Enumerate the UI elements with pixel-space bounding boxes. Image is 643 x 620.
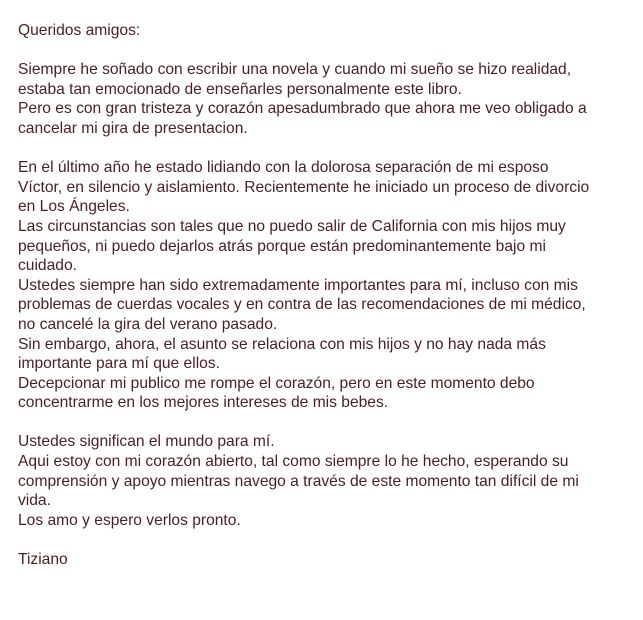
letter-line: en Los Ángeles. <box>18 198 130 216</box>
letter-line: pequeños, ni puedo dejarlos atrás porque están predominantemente bajo mi <box>18 237 546 255</box>
letter-line: cuidado. <box>18 257 77 275</box>
letter-line: concentrarme en los mejores intereses de mis bebes. <box>18 394 389 412</box>
letter-greeting: Queridos amigos: <box>18 22 141 39</box>
letter-line: En el último año he estado lidiando con la dolorosa separación de mi esposo <box>18 159 549 177</box>
letter-line: Ustedes significan el mundo para mí. <box>18 433 275 451</box>
letter-line: cancelar mi gira de presentacion. <box>18 119 248 137</box>
paragraph-2 <box>18 158 633 413</box>
letter-line: Sin embargo, ahora, el asunto se relaciona con mis hijos y no hay nada más <box>18 335 546 353</box>
paragraph-spacer <box>18 139 633 159</box>
letter-line: problemas de cuerdas vocales y en contra de las recomendaciones de mi médico, <box>18 296 586 314</box>
paragraph-spacer <box>18 41 633 61</box>
paragraph-spacer <box>18 413 633 433</box>
letter-line: Ustedes siempre han sido extremadamente importantes para mí, incluso con mis <box>18 276 578 294</box>
paragraph-1 <box>18 60 633 138</box>
letter-line: vida. <box>18 492 51 510</box>
letter-line: no cancelé la gira del verano pasado. <box>18 315 278 333</box>
letter-line: Decepcionar mi publico me rompe el corazón, pero en este momento debo <box>18 374 535 392</box>
paragraph-3 <box>18 432 633 530</box>
letter-line: Pero es con gran tristeza y corazón apesadumbrado que ahora me veo obligado a <box>18 100 587 118</box>
letter-line: importante para mí que ellos. <box>18 355 220 373</box>
letter-line: Las circunstancias son tales que no puedo salir de California con mis hijos muy <box>18 217 566 235</box>
letter-line: comprensión y apoyo mientras navego a través de este momento tan difícil de mi <box>18 472 579 490</box>
letter-signature: Tiziano <box>18 551 68 569</box>
letter-line: Los amo y espero verlos pronto. <box>18 511 241 529</box>
letter-line: Siempre he soñado con escribir una novela y cuando mi sueño se hizo realidad, <box>18 61 572 79</box>
letter-line: estaba tan emocionado de enseñarles personalmente este libro. <box>18 80 462 98</box>
paragraph-spacer <box>18 530 633 550</box>
letter-line: Víctor, en silencio y aislamiento. Recientemente he iniciado un proceso de divorcio <box>18 178 590 196</box>
letter-body <box>18 21 633 570</box>
letter-line: Aqui estoy con mi corazón abierto, tal como siempre lo he hecho, esperando su <box>18 453 569 471</box>
